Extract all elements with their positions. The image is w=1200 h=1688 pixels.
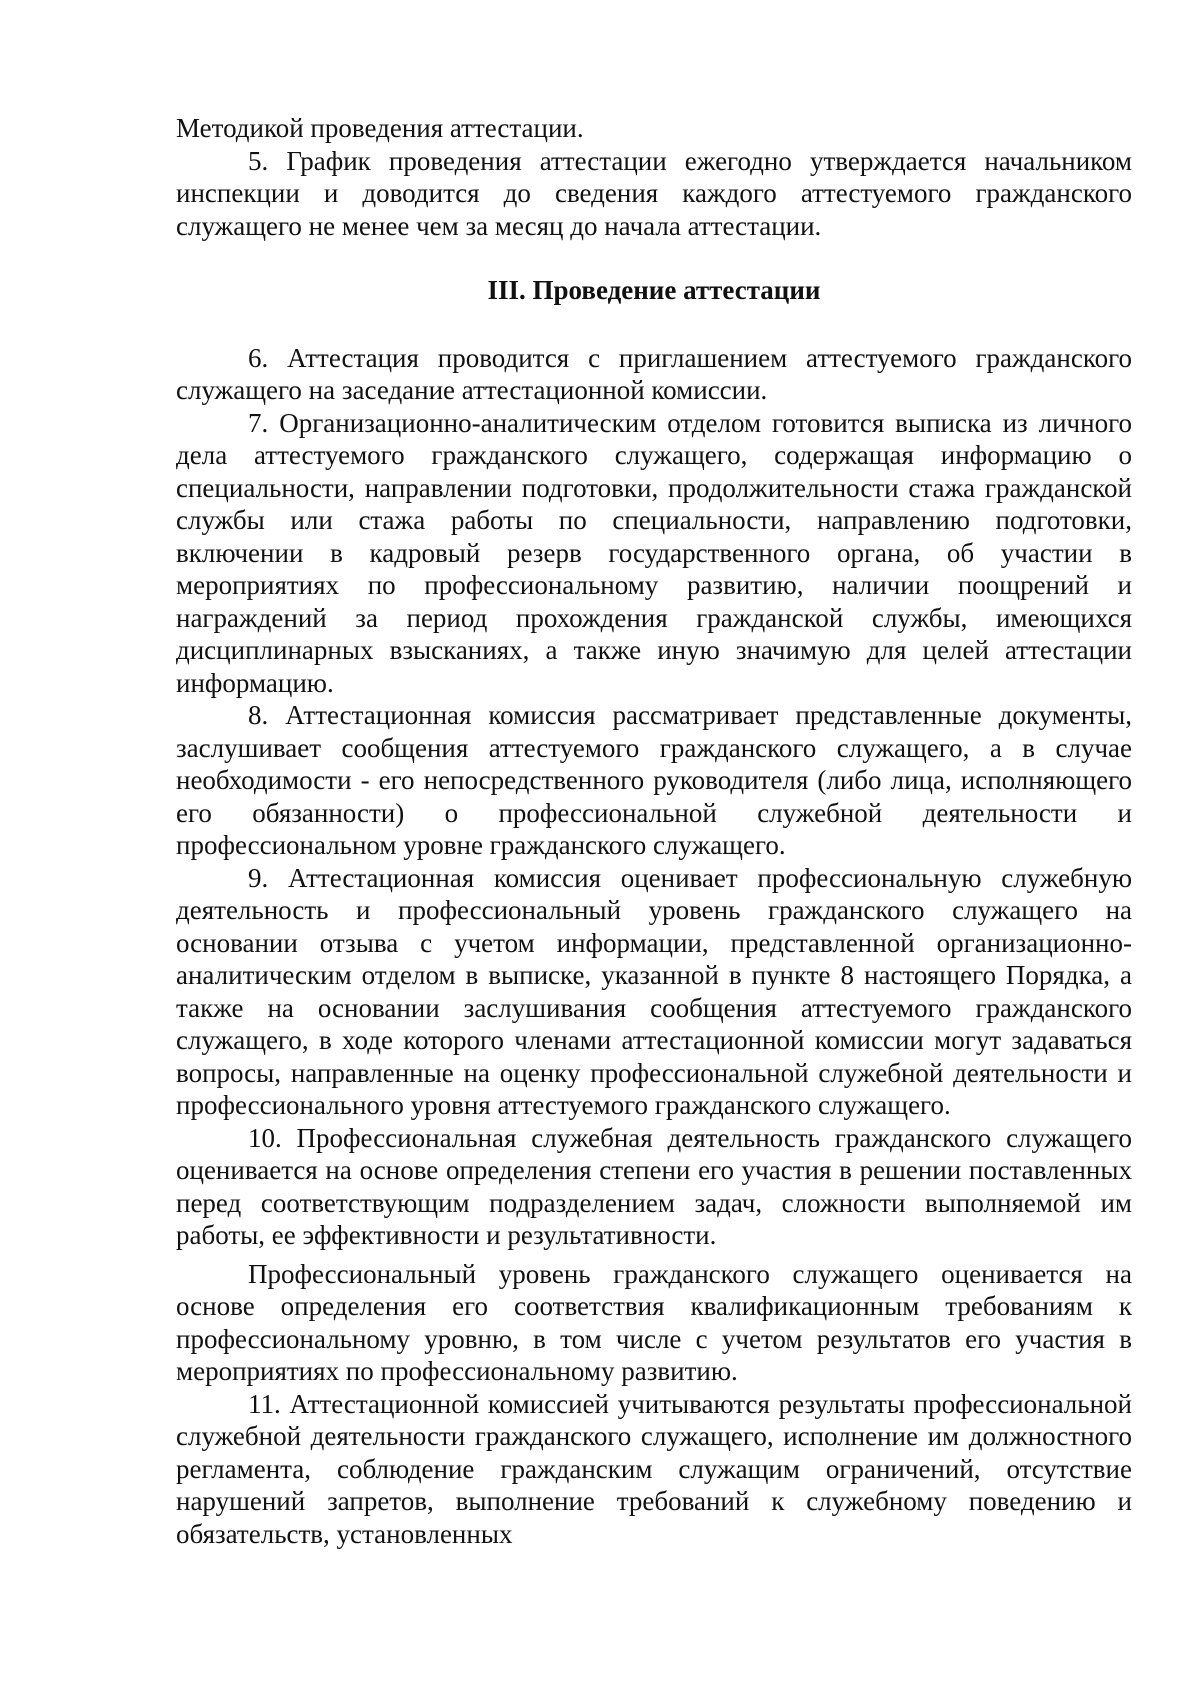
paragraph-8: 8. Аттестационная комиссия рассматривает представленные документы, заслушивает сообщения аттестуемого гражданского служащего, а в случае необходимости - его непосредственного руководителя (либо лица, исполняющего его обязанности) о профессиональной служебной деятельности и профессиональном уровне гражданского служащего.: [176, 700, 1132, 860]
section-title: III. Проведение аттестации: [487, 275, 821, 305]
paragraph-10-continued: Профессиональный уровень гражданского служащего оценивается на основе определения его соответствия квалификационным требованиям к профессиональному уровню, в том числе с учетом результатов его участия в мероприятиях по профессиональному развитию.: [176, 1258, 1132, 1386]
paragraph-continuation: Методикой проведения аттестации.: [176, 113, 584, 143]
paragraph-6: 6. Аттестация проводится с приглашением аттестуемого гражданского служащего на заседание аттестационной комиссии.: [176, 342, 1132, 405]
paragraph-9: 9. Аттестационная комиссия оценивает профессиональную служебную деятельность и профессиональный уровень гражданского служащего на основании отзыва с учетом информации, представленной организационно-аналитическим отделом в выписке, указанной в пункте 8 настоящего Порядка, а также на основании заслушивания сообщения аттестуемого гражданского служащего, в ходе которого членами аттестационной комиссии могут задаваться вопросы, направленные на оценку профессиональной служебной деятельности и профессионального уровня аттестуемого гражданского служащего.: [176, 862, 1132, 1120]
paragraph-5: 5. График проведения аттестации ежегодно утверждается начальником инспекции и доводится до сведения каждого аттестуемого гражданского служащего не менее чем за месяц до начала аттестации.: [176, 145, 1132, 241]
document-body: [176, 112, 1132, 1550]
paragraph-7: 7. Организационно-аналитическим отделом готовится выписка из личного дела аттестуемого гражданского служащего, содержащая информацию о специальности, направлении подготовки, продолжительности стажа гражданской службы или стажа работы по специальности, направлению подготовки, включении в кадровый резерв государственного органа, об участии в мероприятиях по профессиональному развитию, наличии поощрений и награждений за период прохождения гражданской службы, имеющихся дисциплинарных взысканиях, а также иную значимую для целей аттестации информацию.: [176, 407, 1132, 698]
paragraph-11: 11. Аттестационной комиссией учитываются результаты профессиональной служебной деятельности гражданского служащего, исполнение им должностного регламента, соблюдение гражданским служащим ограничений, отсутствие нарушений запретов, выполнение требований к служебному поведению и обязательств, установленных: [176, 1388, 1132, 1549]
paragraph-10: 10. Профессиональная служебная деятельность гражданского служащего оценивается на основе определения степени его участия в решении поставленных перед соответствующим подразделением задач, сложности выполняемой им работы, ее эффективности и результативности.: [176, 1122, 1132, 1250]
